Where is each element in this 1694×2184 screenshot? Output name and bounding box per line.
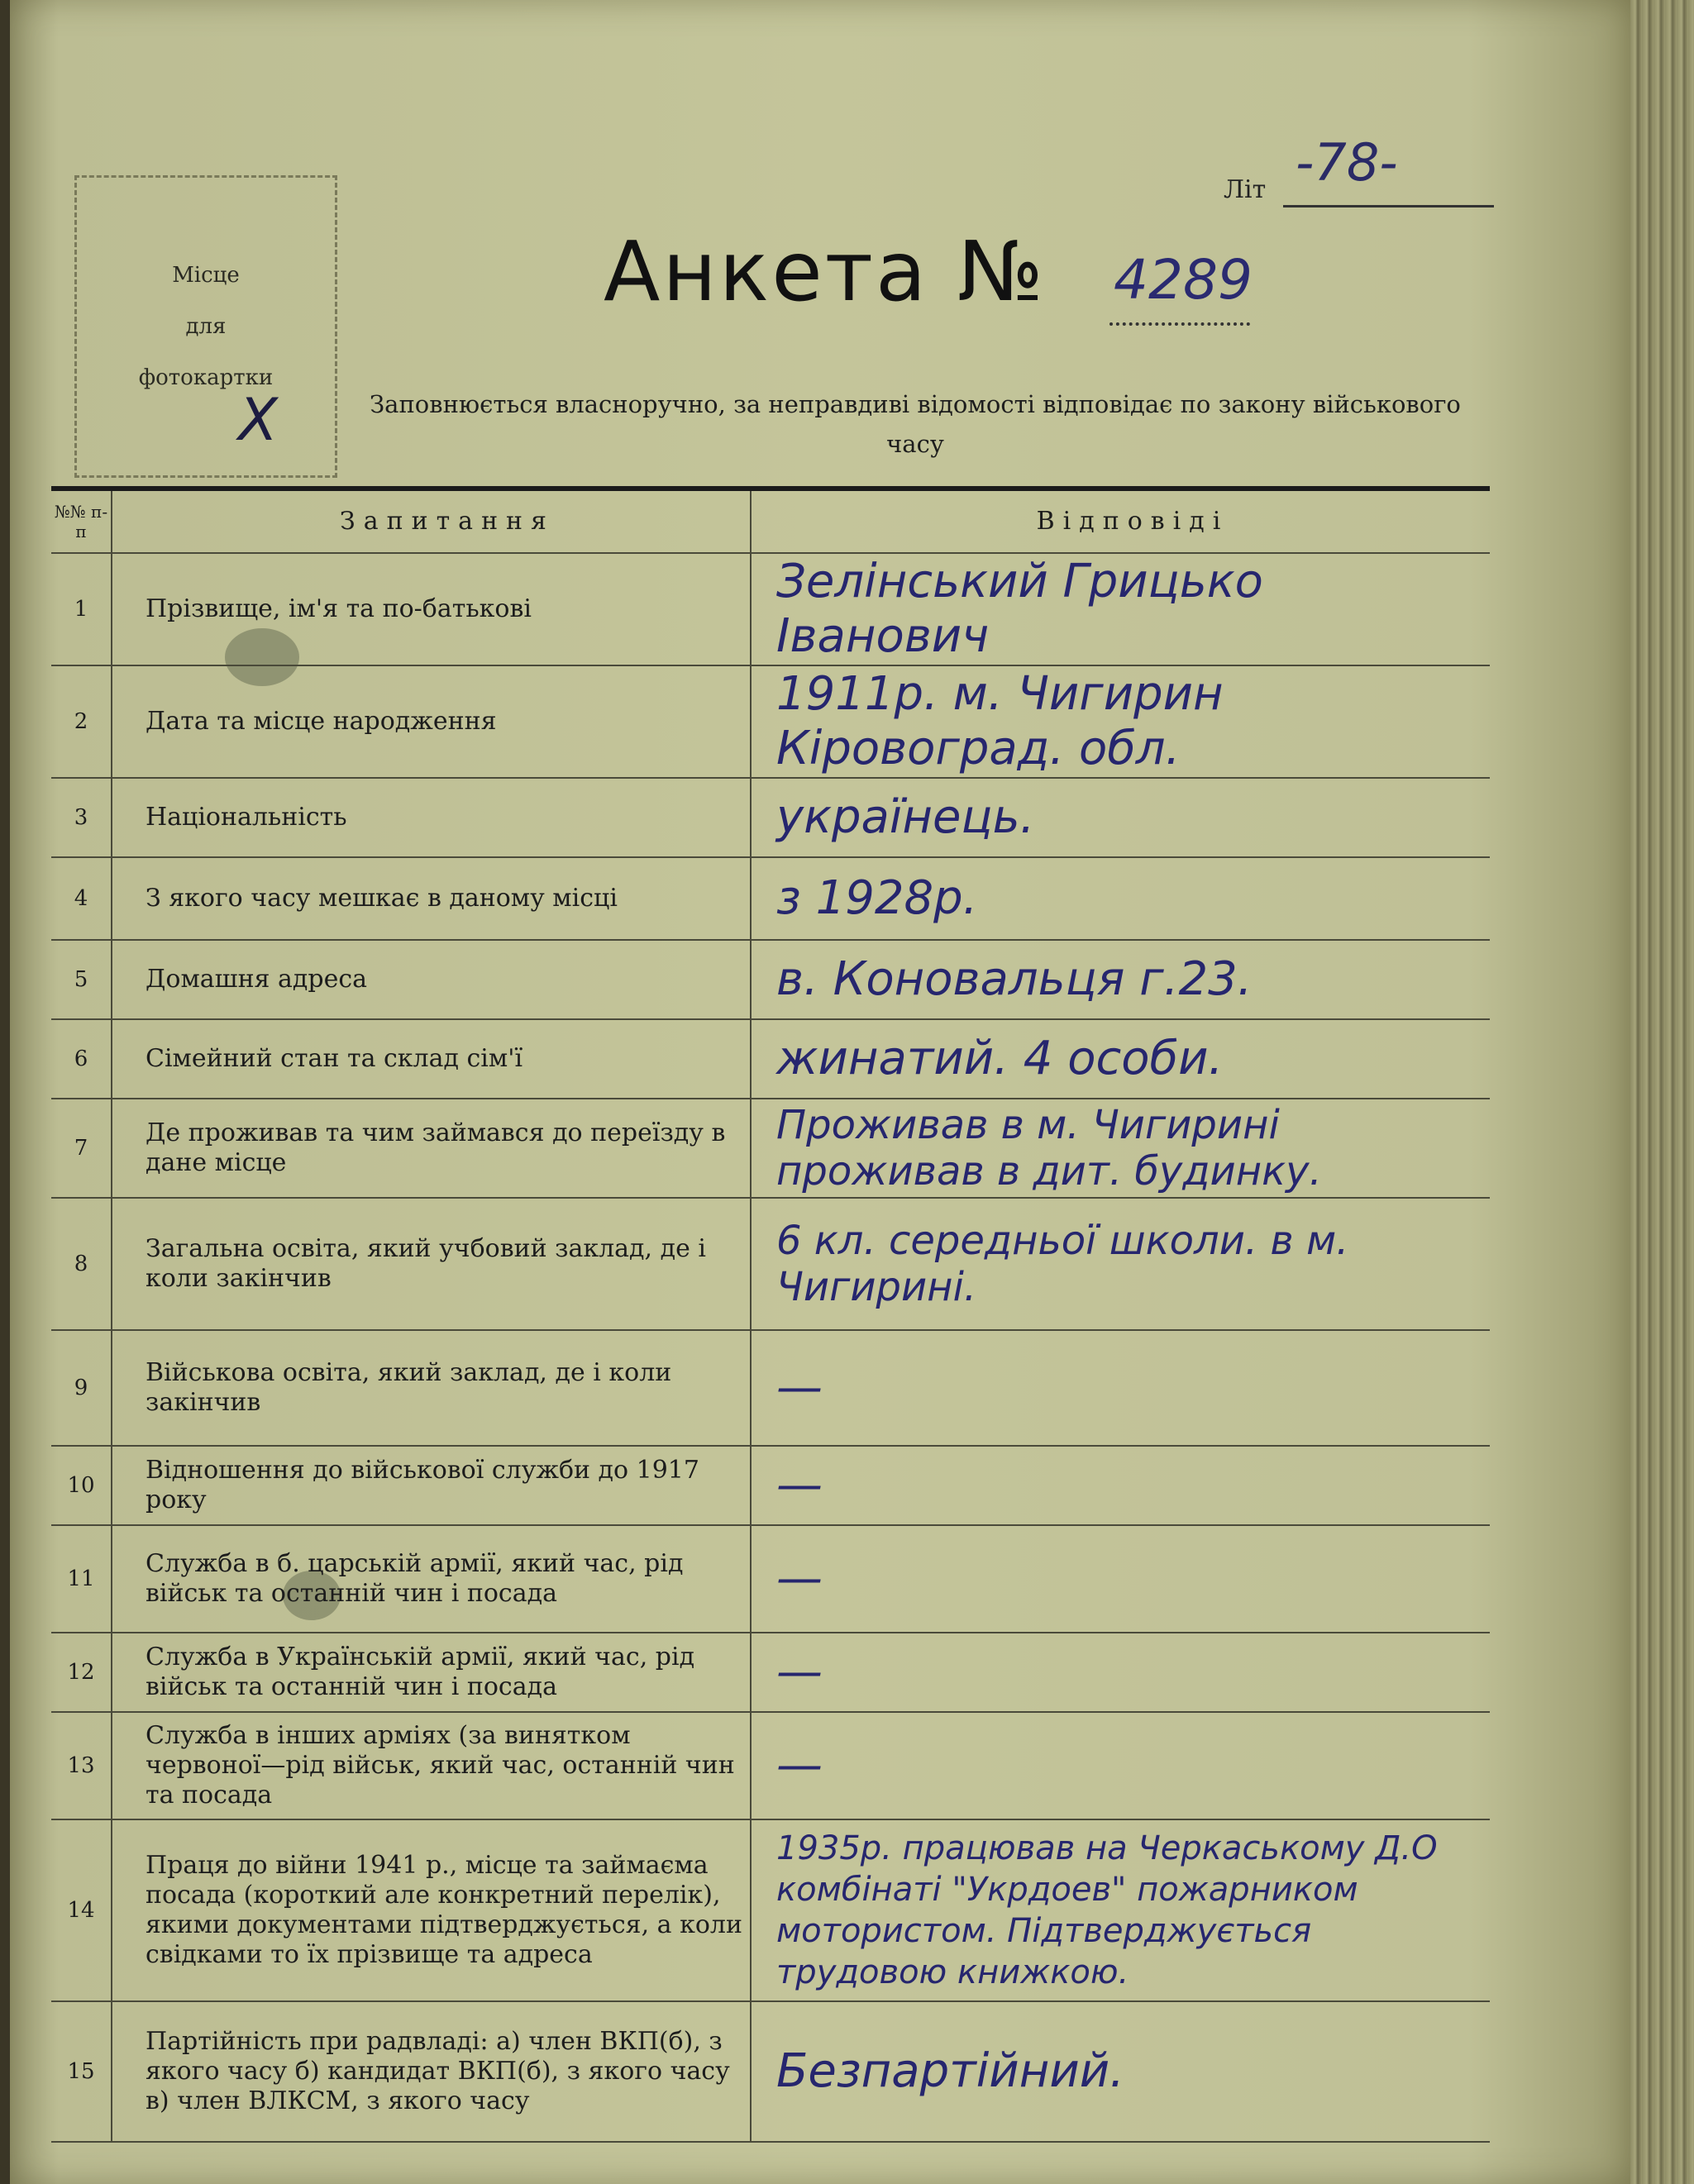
row-answer: в. Коновальця г.23. [751, 940, 1490, 1019]
row-number: 7 [51, 1099, 112, 1198]
row-answer: 1911р. м. Чигирин Кіровоград. обл. [751, 665, 1490, 778]
row-answer: українець. [751, 778, 1490, 857]
row-question: З якого часу мешкає в даному місці [112, 857, 751, 940]
photo-box-line: для [185, 314, 227, 339]
row-answer: — [751, 1712, 1490, 1819]
row-number: 8 [51, 1198, 112, 1330]
row-number: 1 [51, 553, 112, 665]
row-number: 15 [51, 2001, 112, 2142]
col-answer-header: Відповіді [751, 491, 1490, 553]
row-question: Прізвище, ім'я та по-батькові [112, 553, 751, 665]
row-answer: — [751, 1330, 1490, 1446]
row-number: 4 [51, 857, 112, 940]
row-answer: жинатий. 4 особи. [751, 1019, 1490, 1099]
photo-box-line: Місце [172, 263, 240, 288]
row-number: 3 [51, 778, 112, 857]
page-edge-stack [1630, 0, 1694, 2184]
row-question: Відношення до військової служби до 1917 року [112, 1446, 751, 1525]
row-answer: Зелінський Грицько Іванович [751, 553, 1490, 665]
row-question: Партійність при радвладі: а) член ВКП(б), з якого часу б) кандидат ВКП(б), з якого часу в) член ВЛКСМ, з якого часу [112, 2001, 751, 2142]
col-question-header: Запитання [112, 491, 751, 553]
row-number: 12 [51, 1633, 112, 1712]
table-row [51, 1446, 1490, 1525]
lit-underline [1283, 205, 1494, 207]
photo-placeholder-box [74, 175, 337, 478]
row-number: 9 [51, 1330, 112, 1446]
table-row [51, 940, 1490, 1019]
row-answer: 1935р. працював на Черкаському Д.О комбінаті "Укрдоев" пожарником мотористом. Підтверджується трудовою книжкою. [751, 1819, 1490, 2001]
row-number: 13 [51, 1712, 112, 1819]
table-row [51, 1099, 1490, 1198]
lit-label: Літ [1224, 175, 1267, 204]
row-question: Домашня адреса [112, 940, 751, 1019]
row-number: 6 [51, 1019, 112, 1099]
row-question: Загальна освіта, який учбовий заклад, де і коли закінчив [112, 1198, 751, 1330]
row-question: Служба в Українській армії, який час, рід військ та останній чин і посада [112, 1633, 751, 1712]
row-question: Національність [112, 778, 751, 857]
row-question: Військова освіта, який заклад, де і коли закінчив [112, 1330, 751, 1446]
form-number-underline [1109, 322, 1250, 326]
row-question: Дата та місце народження [112, 665, 751, 778]
table-row [51, 553, 1490, 665]
photo-box-line: фотокартки [138, 365, 274, 390]
table-row [51, 1198, 1490, 1330]
lit-value: -78- [1296, 132, 1398, 193]
col-num-header: №№ п-п [51, 491, 112, 553]
row-question: Служба в б. царській армії, який час, рід військ та останній чин і посада [112, 1525, 751, 1633]
row-answer: Проживав в м. Чигирині проживав в дит. будинку. [751, 1099, 1490, 1198]
row-question: Праця до війни 1941 р., місце та займаєма посада (короткий але конкретний перелік), якими документами підтверджується, а коли свідками то їх прізвище та адреса [112, 1819, 751, 2001]
row-question: Служба в інших арміях (за винятком червоної—рід військ, який час, останній чин та посада [112, 1712, 751, 1819]
table-row [51, 1330, 1490, 1446]
table-row [51, 665, 1490, 778]
document-page [10, 0, 1630, 2184]
row-number: 2 [51, 665, 112, 778]
questionnaire-table [51, 491, 1490, 2143]
photo-mark: X [238, 386, 278, 454]
row-answer: з 1928р. [751, 857, 1490, 940]
row-number: 14 [51, 1819, 112, 2001]
row-answer: — [751, 1446, 1490, 1525]
table-row [51, 778, 1490, 857]
row-number: 10 [51, 1446, 112, 1525]
table-row [51, 1019, 1490, 1099]
table-row [51, 1712, 1490, 1819]
form-subtitle: Заповнюється власноручно, за неправдиві відомості відповідає по закону військового часу [370, 390, 1461, 458]
row-answer: 6 кл. середньої школи. в м. Чигирині. [751, 1198, 1490, 1330]
row-answer: Безпартійний. [751, 2001, 1490, 2142]
form-number: 4289 [1114, 248, 1253, 312]
row-answer: — [751, 1633, 1490, 1712]
row-question: Де проживав та чим займався до переїзду в дане місце [112, 1099, 751, 1198]
table-row [51, 857, 1490, 940]
row-number: 11 [51, 1525, 112, 1633]
form-title: Анкета № [604, 223, 1047, 320]
row-question: Сімейний стан та склад сім'ї [112, 1019, 751, 1099]
table-row [51, 1819, 1490, 2001]
table-row [51, 1633, 1490, 1712]
table-row [51, 2001, 1490, 2142]
table-header-row [51, 491, 1490, 553]
row-answer: — [751, 1525, 1490, 1633]
row-number: 5 [51, 940, 112, 1019]
table-row [51, 1525, 1490, 1633]
